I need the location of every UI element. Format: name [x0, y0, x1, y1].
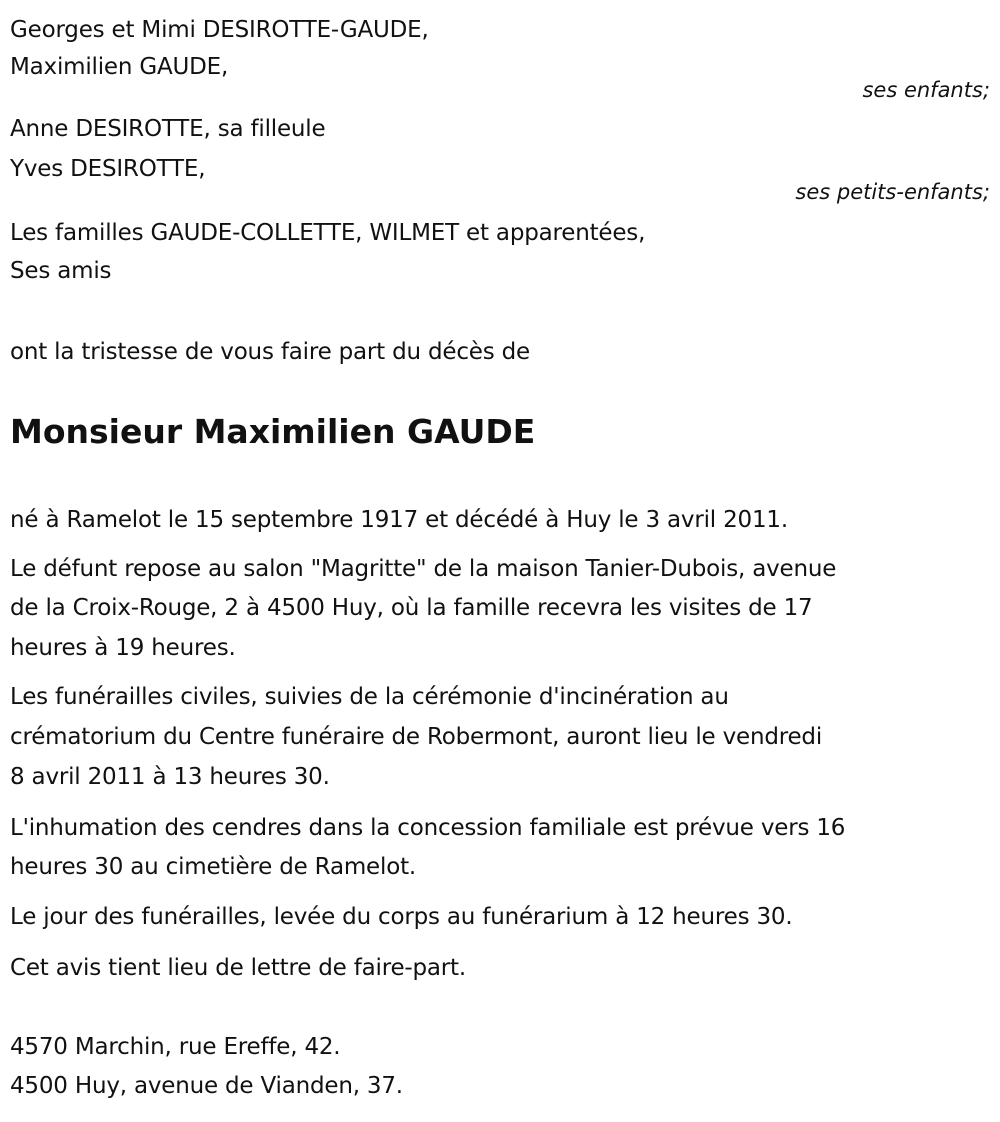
grandchildren-role-label: ses petits-enfants; [795, 180, 990, 204]
body-line: Cet avis tient lieu de lettre de faire-part. [10, 955, 466, 981]
body-line: heures à 19 heures. [10, 635, 236, 661]
body-line: né à Ramelot le 15 septembre 1917 et décédé à Huy le 3 avril 2011. [10, 507, 788, 533]
grandchild-name-line: Yves DESIROTTE, [10, 156, 206, 182]
body-line: crématorium du Centre funéraire de Robermont, auront lieu le vendredi [10, 724, 823, 750]
intro-text: ont la tristesse de vous faire part du décès de [10, 339, 530, 365]
child-name-line: Georges et Mimi DESIROTTE-GAUDE, [10, 17, 429, 43]
body-line: de la Croix-Rouge, 2 à 4500 Huy, où la famille recevra les visites de 17 [10, 595, 813, 621]
child-name-line: Maximilien GAUDE, [10, 54, 229, 80]
body-line: Le défunt repose au salon "Magritte" de la maison Tanier-Dubois, avenue [10, 556, 837, 582]
address-line: 4500 Huy, avenue de Vianden, 37. [10, 1073, 403, 1099]
body-line: Les funérailles civiles, suivies de la cérémonie d'incinération au [10, 684, 729, 710]
body-line: heures 30 au cimetière de Ramelot. [10, 854, 416, 880]
family-line: Les familles GAUDE-COLLETTE, WILMET et apparentées, [10, 220, 646, 246]
body-line: 8 avril 2011 à 13 heures 30. [10, 764, 330, 790]
address-line: 4570 Marchin, rue Ereffe, 42. [10, 1034, 341, 1060]
body-line: Le jour des funérailles, levée du corps au funérarium à 12 heures 30. [10, 904, 793, 930]
deceased-name-heading: Monsieur Maximilien GAUDE [10, 412, 536, 451]
body-line: L'inhumation des cendres dans la concession familiale est prévue vers 16 [10, 815, 846, 841]
friends-line: Ses amis [10, 258, 112, 284]
grandchild-name-line: Anne DESIROTTE, sa filleule [10, 116, 326, 142]
children-role-label: ses enfants; [862, 78, 990, 102]
